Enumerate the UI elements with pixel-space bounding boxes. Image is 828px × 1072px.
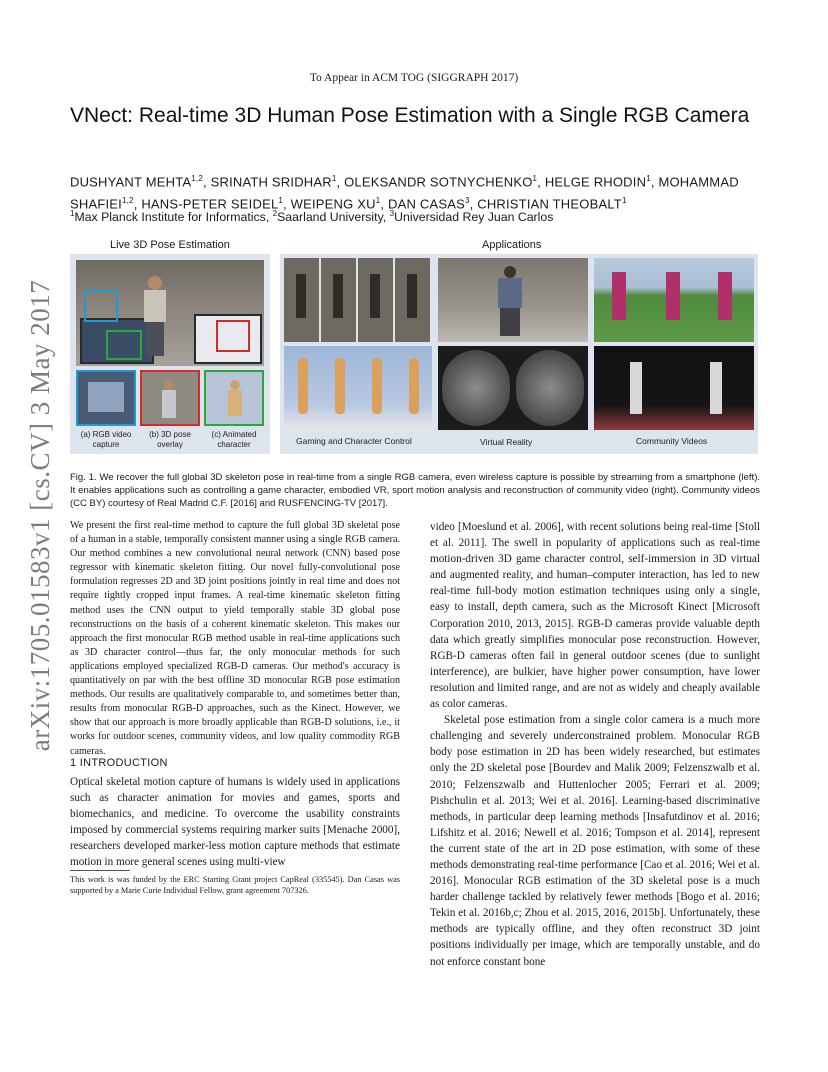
label-vr: Virtual Reality xyxy=(480,437,533,447)
red-highlight-box xyxy=(216,320,250,352)
gaming-character-renders xyxy=(284,346,432,430)
author-name: DUSHYANT MEHTA xyxy=(70,174,192,190)
affiliation: Universidad Rey Juan Carlos xyxy=(394,210,554,225)
rgb-capture-thumb xyxy=(76,370,136,426)
sublabel-a: (a) RGB video capture xyxy=(80,430,132,449)
figure-caption: Fig. 1. We recover the full global 3D skeleton pose in real-time from a single RGB camera, even wireless capture is possible by streaming from a smartphone (left). It enables applications such as controlling a game character, embodied VR, sport motion analysis and reconstruction of community video (right). Community videos (CC BY) courtesy of Real Madrid C.F. [2016] and RUSFENCING-TV [2017]. xyxy=(70,472,760,509)
sublabel-b: (b) 3D pose overlay xyxy=(149,430,191,449)
footnote-rule xyxy=(70,870,130,871)
author-affiliation: 1 xyxy=(646,174,651,183)
green-highlight-box xyxy=(106,330,142,360)
label-community: Community Videos xyxy=(636,436,708,446)
author-name: WEIPENG XU xyxy=(290,196,376,212)
figure-right-heading: Applications xyxy=(482,239,542,251)
author-name: CHRISTIAN THEOBALT xyxy=(477,196,622,212)
author-name: MOHAMMAD SHAFIEI xyxy=(70,174,739,212)
section-heading: 1 INTRODUCTION xyxy=(70,757,168,769)
vr-lab-frame xyxy=(438,258,588,342)
author-affiliation: 1 xyxy=(331,174,337,183)
affiliation-list: $^1$Max Planck Institute for Informatics, $^2$Saarland University, $^3$Universidad Rey Juan Carlos xyxy=(70,209,554,225)
intro-paragraph: video [Moeslund et al. 2006], with recent solutions being real-time [Stoll et al. 2011]. The swell in popularity of applications such as real-time motion-driven 3D game character control, self-immersion in 3D virtual and augmented reality, and human–computer interaction, has led to new real-time full-body motion estimation techniques using only a single, easy to install, depth camera, such as the Microsoft Kinect [Microsoft Corporation 2010, 2013, 2015]. RGB-D cameras provide valuable depth data which greatly simplifies monocular pose reconstruction. However, RGB-D cameras often fail in general outdoor scenes (due to sunlight interference), are bulkier, have higher power consumption, have lower resolution and limited range, and are not as widely and cheaply available as color cameras. xyxy=(430,521,760,711)
author-affiliation: 1 xyxy=(532,174,538,183)
running-head: To Appear in ACM TOG (SIGGRAPH 2017) xyxy=(309,72,519,84)
arxiv-stamp-text: arXiv:1705.01583v1 [cs.CV] 3 May 2017 xyxy=(25,279,56,751)
author-affiliation: 1 xyxy=(621,196,627,206)
arxiv-stamp xyxy=(6,280,76,750)
author-name: HELGE RHODIN xyxy=(544,174,647,190)
vr-headset-view xyxy=(438,346,588,430)
author-affiliation: 3 xyxy=(464,196,470,206)
author-name: HANS-PETER SEIDEL xyxy=(141,196,279,212)
author-affiliation: 1 xyxy=(278,196,284,206)
community-fencing-frames xyxy=(594,346,754,430)
footnote: This work is was funded by the ERC Starting Grant project CapReal (335545). Dan Casas was supported by a Marie Curie Individual Fellow, grant agreement 707326. xyxy=(70,875,400,895)
author-affiliation: 1,2 xyxy=(191,174,203,183)
abstract: We present the first real-time method to capture the full global 3D skeletal pose of a human in a stable, temporally consistent manner using a single RGB camera. Our method combines a new convolutional neural network (CNN) based pose regressor with kinematic skeleton fitting. Our novel fully-convolutional pose formulation regresses 2D and 3D joint positions jointly in real time and does not require tightly cropped input frames. A real-time kinematic skeleton fitting method uses the CNN output to yield temporally stable 3D global pose reconstructions on the basis of a coherent kinematic skeleton. This makes our approach the first monocular RGB method usable in real-time applications such as 3D character control—thus far, the only monocular methods for such applications employed specialized RGB-D cameras. Our method's accuracy is quantitatively on par with the best offline 3D monocular RGB pose estimation methods. Our results are qualitatively comparable to, and sometimes better than, results from monocular RGB-D approaches, such as the Kinect. However, we show that our approach is more broadly applicable than RGB-D solutions, i.e., it works for outdoor scenes, community videos, and low quality commodity RGB cameras. xyxy=(70,520,400,757)
figure-left-heading: Live 3D Pose Estimation xyxy=(110,239,230,251)
intro-right-column xyxy=(430,519,760,970)
author-name: OLEKSANDR SOTNYCHENKO xyxy=(344,174,533,190)
intro-left-paragraph: Optical skeletal motion capture of humans is widely used in applications such as character animation for movies and games, sports and biomechanics, and medicine. To overcome the usability constraints imposed by commercial systems requiring marker suits [Menache 2000], researchers developed marker-less motion capture methods that estimate motion in more general scenes using multi-view xyxy=(70,776,400,868)
pose-overlay-thumb xyxy=(140,370,200,426)
author-name: DAN CASAS xyxy=(388,196,465,212)
figure-live-panel xyxy=(70,254,270,454)
author-list: DUSHYANT MEHTA$^{1,2}$, SRINATH SRIDHAR$^1$, OLEKSANDR SOTNYCHENKO$^1$, HELGE RHODIN$^1$, MOHAMMAD SHAFIEI$^{1,2}$, HANS-PETER SEIDEL$^1$, WEIPENG $XU^1$, DAN CASAS$^3$, CHRISTIAN THEOBALT$^1$ xyxy=(70,174,739,212)
intro-paragraph: Skeletal pose estimation from a single color camera is a much more challenging and severely underconstrained problem. Monocular RGB body pose estimation in 2D has been widely researched, but estimates only the 2D skeletal pose [Bourdev and Malik 2009; Felzenszwalb et al. 2010; Felzenszwalb and Huttenlocher 2005; Ferrari et al. 2009; Pishchulin et al. 2013; Wei et al. 2016]. Learning-based discriminative methods, in particular deep learning methods [Insafutdinov et al. 2016; Lifshitz et al. 2016; Newell et al. 2016; Tompson et al. 2014], represent the current state of the art in 2D pose estimation, with some of these methods demonstrating real-time performance [Cao et al. 2016; Wei et al. 2016]. Monocular RGB estimation of the 3D skeletal pose is a much harder challenge tackled by relatively fewer methods [Bogo et al. 2016; Tekin et al. 2016b,c; Zhou et al. 2015, 2016, 2015b]. Unfortunately, these methods are typically offline, and they often reconstruct 3D joint positions individually per image, which are temporally unstable, and do not enforce constant bone xyxy=(430,714,760,968)
lab-scene-image xyxy=(76,260,264,366)
gaming-video-frames xyxy=(284,258,432,342)
author-affiliation: 1 xyxy=(375,196,381,206)
affiliation: Saarland University xyxy=(277,210,383,225)
paper-title: VNect: Real-time 3D Human Pose Estimation with a Single RGB Camera xyxy=(70,104,750,127)
figure-applications-panel xyxy=(280,254,758,454)
sublabel-c: (c) Animated character xyxy=(211,430,257,449)
author-name: SRINATH SRIDHAR xyxy=(210,174,332,190)
animated-character-thumb xyxy=(204,370,264,426)
label-gaming: Gaming and Character Control xyxy=(296,436,412,446)
author-affiliation: 1,2 xyxy=(121,196,134,206)
affiliation: Max Planck Institute for Informatics xyxy=(74,210,266,225)
community-soccer-frames xyxy=(594,258,754,342)
blue-highlight-box xyxy=(84,290,118,322)
